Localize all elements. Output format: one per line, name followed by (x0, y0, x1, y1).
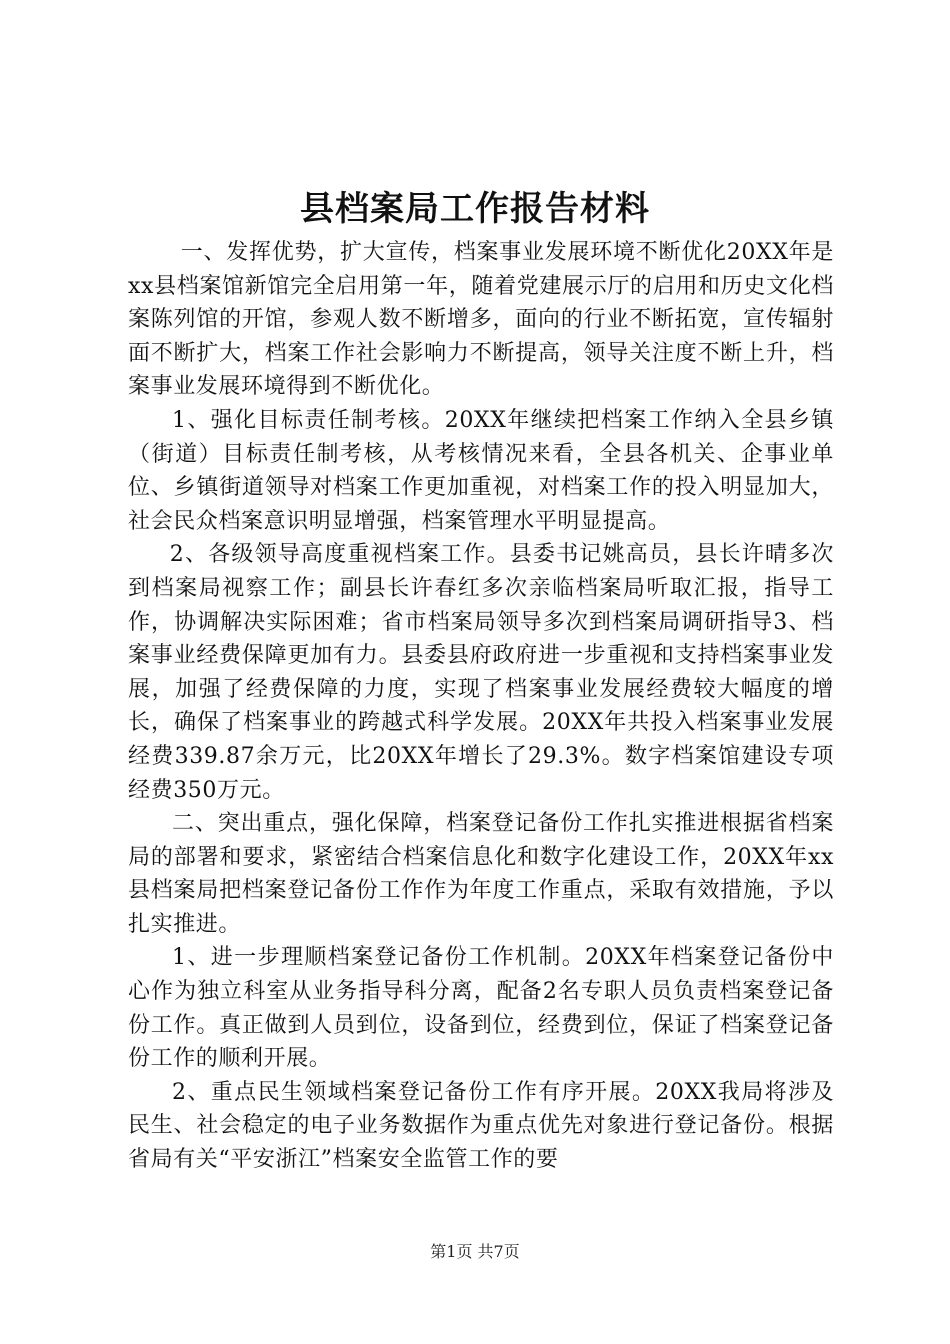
paragraph: 一、发挥优势，扩大宣传，档案事业发展环境不断优化20XX年是xx县档案馆新馆完全启用第一年，随着党建展示厅的启用和历史文化档案陈列馆的开馆，参观人数不断增多，面向的行业不断拓宽，宣传辐射面不断扩大，档案工作社会影响力不断提高，领导关注度不断上升，档案事业发展环境得到不断优化。 (128, 240, 834, 400)
page-number-footer: 第1页 共7页 (430, 1242, 520, 1261)
paragraph: 1、强化目标责任制考核。20XX年继续把档案工作纳入全县乡镇（街道）目标责任制考核，从考核情况来看，全县各机关、企事业单位、乡镇街道领导对档案工作更加重视，对档案工作的投入明显加大，社会民众档案意识明显增强，档案管理水平明显提高。 (128, 407, 834, 534)
paragraph: 2、重点民生领域档案登记备份工作有序开展。20XX我局将涉及民生、社会稳定的电子业务数据作为重点优先对象进行登记备份。根据省局有关“平安浙江”档案安全监管工作的要 (128, 1079, 834, 1173)
paragraph: 2、各级领导高度重视档案工作。县委书记姚高员，县长许晴多次到档案局视察工作；副县长许春红多次亲临档案局听取汇报，指导工作，协调解决实际困难；省市档案局领导多次到档案局调研指导3、档案事业经费保障更加有力。县委县府政府进一步重视和支持档案事业发展，加强了经费保障的力度，实现了档案事业发展经费较大幅度的增长，确保了档案事业的跨越式科学发展。20XX年共投入档案事业发展经费339.87余万元，比20XX年增长了29.3%。数字档案馆建设专项经费350万元。 (128, 542, 834, 803)
document-body (128, 236, 834, 1177)
paragraph: 1、进一步理顺档案登记备份工作机制。20XX年档案登记备份中心作为独立科室从业务指导科分离，配备2名专职人员负责档案登记备份工作。真正做到人员到位，设备到位，经费到位，保证了档案登记备份工作的顺利开展。 (128, 945, 834, 1072)
document-title: 县档案局工作报告材料 (300, 189, 650, 229)
paragraph: 二、突出重点，强化保障，档案登记备份工作扎实推进根据省档案局的部署和要求，紧密结合档案信息化和数字化建设工作，20XX年xx县档案局把档案登记备份工作作为年度工作重点，采取有效措施，予以扎实推进。 (128, 811, 834, 937)
